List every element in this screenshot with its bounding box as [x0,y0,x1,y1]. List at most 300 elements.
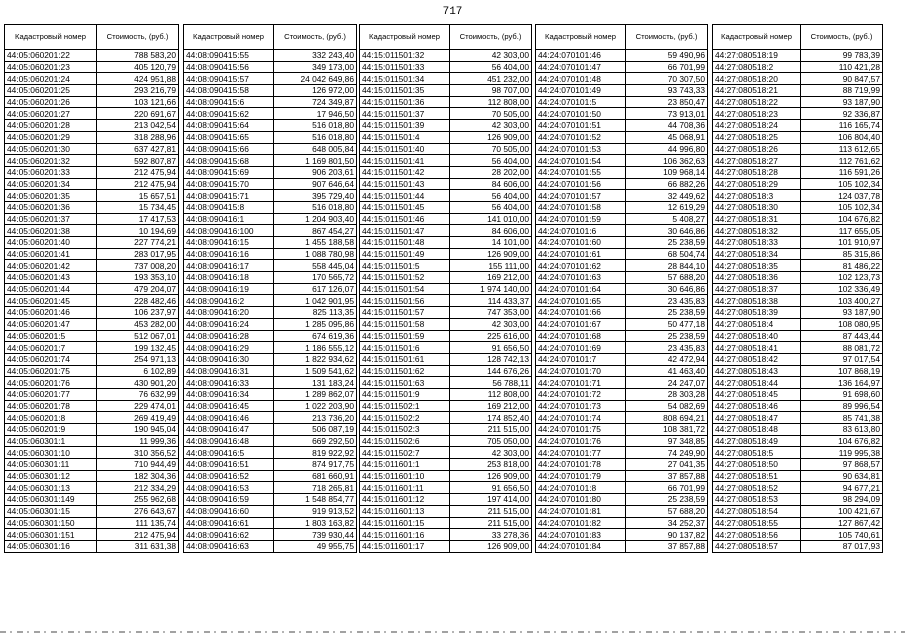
cadastral-number-cell: 44:24:070101:49 [536,85,626,97]
table-row [536,447,708,459]
cadastral-number-cell: 44:24:070101:6 [536,225,626,237]
cadastral-number-cell: 44:15:011502:6 [360,435,450,447]
cadastral-number-cell: 44:08:090415:70 [184,178,274,190]
header-cadastral-number: Кадастровый номер [713,25,801,50]
cost-table-1 [4,24,179,553]
table-row [5,529,179,541]
table-row [184,73,357,85]
table-row [5,459,179,471]
cadastral-number-cell: 44:15:011501:57 [360,307,450,319]
cost-cell: 141 010,00 [450,213,532,225]
cadastral-number-cell: 44:27:080518:53 [713,494,801,506]
table-row [184,166,357,178]
cadastral-number-cell: 44:27:080518:40 [713,330,801,342]
table-row [184,201,357,213]
table-row [713,447,883,459]
table-row [536,400,708,412]
cost-cell: 512 067,01 [97,330,179,342]
cost-cell: 1 548 854,77 [274,494,357,506]
table-row [536,517,708,529]
cadastral-number-cell: 44:15:011501:49 [360,248,450,260]
table-row [536,330,708,342]
cost-cell: 310 356,52 [97,447,179,459]
cost-cell: 212 475,94 [97,529,179,541]
table-row [713,529,883,541]
cost-cell: 318 288,96 [97,131,179,143]
table-row [184,377,357,389]
table-row [5,318,179,330]
cadastral-number-cell: 44:08:090415:68 [184,155,274,167]
table-row [713,237,883,249]
cadastral-number-cell: 44:08:090415:56 [184,61,274,73]
cadastral-number-cell: 44:27:080518:26 [713,143,801,155]
header-cost: Стоимость, (руб.) [626,25,708,50]
cost-cell: 92 336,87 [801,108,883,120]
table-row [5,330,179,342]
cost-cell: 126 972,00 [274,85,357,97]
table-row [184,120,357,132]
cadastral-number-cell: 44:27:080518:39 [713,307,801,319]
table-row [536,365,708,377]
table-row [536,225,708,237]
table-row [360,388,532,400]
cadastral-number-cell: 44:05:060301:149 [5,494,97,506]
cadastral-number-cell: 44:05:060201:36 [5,201,97,213]
table-row [713,213,883,225]
table-row [184,61,357,73]
cadastral-number-cell: 44:24:070101:58 [536,201,626,213]
cost-cell: 106 237,97 [97,307,179,319]
table-row [184,400,357,412]
cost-cell: 42 303,00 [450,447,532,459]
cost-table-2 [183,24,357,553]
cost-cell: 136 164,97 [801,377,883,389]
cost-cell: 25 238,59 [626,237,708,249]
table-row [360,85,532,97]
table-row [713,342,883,354]
cadastral-number-cell: 44:27:080518:3 [713,190,801,202]
table-row [360,470,532,482]
header-cadastral-number: Кадастровый номер [184,25,274,50]
table-row [536,178,708,190]
cadastral-number-cell: 44:27:080518:45 [713,388,801,400]
cadastral-number-cell: 44:05:060201:5 [5,330,97,342]
cost-cell: 57 688,20 [626,272,708,284]
cadastral-number-cell: 44:24:070101:81 [536,505,626,517]
cost-cell: 1 022 203,90 [274,400,357,412]
header-cadastral-number: Кадастровый номер [360,25,450,50]
cadastral-number-cell: 44:15:011501:44 [360,190,450,202]
table-row [184,131,357,143]
cost-cell: 253 818,00 [450,459,532,471]
cost-cell: 81 486,22 [801,260,883,272]
cost-cell: 91 656,50 [450,342,532,354]
cadastral-number-cell: 44:27:080518:38 [713,295,801,307]
table-row [536,96,708,108]
cost-cell: 199 132,45 [97,342,179,354]
cadastral-number-cell: 44:24:070101:46 [536,50,626,62]
cost-cell: 213 736,20 [274,412,357,424]
table-row [5,201,179,213]
cost-cell: 103 121,66 [97,96,179,108]
cadastral-number-cell: 44:15:011501:56 [360,295,450,307]
cost-cell: 516 018,80 [274,201,357,213]
table-row [5,190,179,202]
table-row [536,529,708,541]
cost-cell: 211 515,00 [450,517,532,529]
cost-cell: 193 353,10 [97,272,179,284]
cost-cell: 28 202,00 [450,166,532,178]
table-row [713,424,883,436]
cadastral-number-cell: 44:08:090416:31 [184,365,274,377]
cost-cell: 97 868,57 [801,459,883,471]
cadastral-number-cell: 44:15:011501:32 [360,50,450,62]
cadastral-number-cell: 44:15:011501:37 [360,108,450,120]
cost-cell: 42 472,94 [626,353,708,365]
cost-cell: 254 971,13 [97,353,179,365]
table-row [713,388,883,400]
cost-cell: 114 433,37 [450,295,532,307]
cadastral-number-cell: 44:08:090416:62 [184,529,274,541]
table-row [184,529,357,541]
cost-cell: 90 137,82 [626,529,708,541]
cost-cell: 617 126,07 [274,283,357,295]
cadastral-number-cell: 44:05:060201:74 [5,353,97,365]
cost-cell: 70 307,50 [626,73,708,85]
cost-cell: 169 212,00 [450,272,532,284]
cost-cell: 113 612,65 [801,143,883,155]
table-row [360,225,532,237]
cadastral-number-cell: 44:08:090416:59 [184,494,274,506]
cost-cell: 106 362,63 [626,155,708,167]
cost-cell: 70 505,00 [450,108,532,120]
table-row [360,143,532,155]
cost-cell: 220 691,67 [97,108,179,120]
cadastral-number-cell: 44:15:011501:42 [360,166,450,178]
cost-cell: 516 018,80 [274,120,357,132]
cost-cell: 169 212,00 [450,400,532,412]
table-row [360,400,532,412]
cadastral-number-cell: 44:24:070101:84 [536,540,626,552]
table-row [184,108,357,120]
table-row [360,435,532,447]
cost-cell: 1 285 095,86 [274,318,357,330]
cadastral-number-cell: 44:27:080518:46 [713,400,801,412]
cost-cell: 6 102,89 [97,365,179,377]
table-row [713,307,883,319]
cost-cell: 825 113,35 [274,307,357,319]
cadastral-number-cell: 44:05:060201:8 [5,412,97,424]
cadastral-number-cell: 44:05:060201:29 [5,131,97,143]
cost-cell: 1 042 901,95 [274,295,357,307]
cadastral-number-cell: 44:27:080518:21 [713,85,801,97]
table-row [713,166,883,178]
cadastral-number-cell: 44:08:090416:30 [184,353,274,365]
cadastral-number-cell: 44:08:090416:100 [184,225,274,237]
cadastral-number-cell: 44:15:011501:4 [360,131,450,143]
table-row [360,412,532,424]
header-cost: Стоимость, (руб.) [274,25,357,50]
cost-cell: 705 050,00 [450,435,532,447]
table-row [184,213,357,225]
cadastral-number-cell: 44:15:011601:13 [360,505,450,517]
table-row [713,377,883,389]
table-row [536,120,708,132]
cost-cell: 10 194,69 [97,225,179,237]
table-row [360,50,532,62]
cost-cell: 93 187,90 [801,307,883,319]
cost-cell: 105 102,34 [801,178,883,190]
cost-cell: 111 135,74 [97,517,179,529]
table-row [5,155,179,167]
cost-cell: 15 657,51 [97,190,179,202]
cost-cell: 102 336,49 [801,283,883,295]
cadastral-number-cell: 44:27:080518:23 [713,108,801,120]
cadastral-number-cell: 44:27:080518:52 [713,482,801,494]
cadastral-number-cell: 44:08:090415:58 [184,85,274,97]
table-row [360,120,532,132]
cost-cell: 76 632,99 [97,388,179,400]
cadastral-number-cell: 44:05:060201:23 [5,61,97,73]
table-row [713,248,883,260]
cadastral-number-cell: 44:05:060201:40 [5,237,97,249]
table-row [184,447,357,459]
table-row [360,482,532,494]
cadastral-number-cell: 44:27:080518:19 [713,50,801,62]
cost-cell: 37 857,88 [626,540,708,552]
table-row [5,178,179,190]
cadastral-number-cell: 44:27:080518:34 [713,248,801,260]
table-row [184,412,357,424]
cadastral-number-cell: 44:24:070101:82 [536,517,626,529]
cost-cell: 89 996,54 [801,400,883,412]
table-row [5,342,179,354]
cadastral-number-cell: 44:27:080518:49 [713,435,801,447]
cadastral-number-cell: 44:24:070101:66 [536,307,626,319]
cadastral-number-cell: 44:15:011502:3 [360,424,450,436]
cadastral-number-cell: 44:24:070101:69 [536,342,626,354]
cadastral-number-cell: 44:24:070101:63 [536,272,626,284]
cadastral-number-cell: 44:15:011601:16 [360,529,450,541]
table-row [184,272,357,284]
table-row [713,283,883,295]
cadastral-number-cell: 44:15:011502:1 [360,400,450,412]
cost-cell: 88 081,72 [801,342,883,354]
cadastral-number-cell: 44:24:070101:62 [536,260,626,272]
cost-cell: 85 741,38 [801,412,883,424]
cost-cell: 724 349,87 [274,96,357,108]
cadastral-number-cell: 44:05:060201:24 [5,73,97,85]
table-row [5,213,179,225]
cost-cell: 681 660,91 [274,470,357,482]
cost-table-5 [712,24,883,553]
table-row [360,459,532,471]
cost-table-4 [535,24,708,553]
table-row [5,73,179,85]
cadastral-number-cell: 44:05:060201:30 [5,143,97,155]
cadastral-number-cell: 44:24:070101:80 [536,494,626,506]
table-row [5,307,179,319]
cadastral-number-cell: 44:08:090416:24 [184,318,274,330]
table-row [713,190,883,202]
cost-cell: 110 421,28 [801,61,883,73]
cost-cell: 283 017,95 [97,248,179,260]
cost-cell: 155 111,00 [450,260,532,272]
cost-cell: 23 435,83 [626,342,708,354]
cost-cell: 106 804,40 [801,131,883,143]
cost-cell: 97 017,54 [801,353,883,365]
cost-cell: 211 515,00 [450,505,532,517]
cost-cell: 227 774,21 [97,237,179,249]
table-row [536,318,708,330]
cost-cell: 34 252,37 [626,517,708,529]
cost-cell: 17 417,53 [97,213,179,225]
cost-cell: 453 282,00 [97,318,179,330]
table-row [5,540,179,552]
cost-cell: 74 249,90 [626,447,708,459]
table-row [360,540,532,552]
cost-cell: 144 676,26 [450,365,532,377]
table-row [360,342,532,354]
table-row [713,400,883,412]
cost-cell: 93 743,33 [626,85,708,97]
cadastral-number-cell: 44:15:011502:2 [360,412,450,424]
cost-cell: 558 445,04 [274,260,357,272]
cost-cell: 24 042 649,86 [274,73,357,85]
cadastral-number-cell: 44:15:011501:59 [360,330,450,342]
table-row [184,330,357,342]
cadastral-number-cell: 44:05:060201:35 [5,190,97,202]
cost-cell: 1 455 188,58 [274,237,357,249]
cadastral-number-cell: 44:08:090415:55 [184,50,274,62]
table-row [713,494,883,506]
cost-cell: 808 694,21 [626,412,708,424]
cost-cell: 112 761,62 [801,155,883,167]
cadastral-number-cell: 44:15:011501:52 [360,272,450,284]
cadastral-number-cell: 44:15:011501:54 [360,283,450,295]
cost-cell: 906 203,61 [274,166,357,178]
cost-cell: 56 788,11 [450,377,532,389]
cadastral-number-cell: 44:27:080518:27 [713,155,801,167]
cadastral-number-cell: 44:08:090416:29 [184,342,274,354]
table-row [5,108,179,120]
cadastral-number-cell: 44:05:060301:150 [5,517,97,529]
cadastral-number-cell: 44:27:080518:48 [713,424,801,436]
table-row [713,353,883,365]
cost-cell: 1 974 140,00 [450,283,532,295]
cadastral-number-cell: 44:05:060301:15 [5,505,97,517]
cadastral-number-cell: 44:08:090416:51 [184,459,274,471]
cadastral-number-cell: 44:27:080518:36 [713,272,801,284]
cost-cell: 41 463,40 [626,365,708,377]
table-row [5,166,179,178]
table-row [184,178,357,190]
cadastral-number-cell: 44:24:070101:7 [536,353,626,365]
cadastral-number-cell: 44:27:080518:41 [713,342,801,354]
table-row [5,295,179,307]
cadastral-number-cell: 44:05:060201:26 [5,96,97,108]
cadastral-number-cell: 44:24:070101:67 [536,318,626,330]
cadastral-number-cell: 44:15:011601:17 [360,540,450,552]
cadastral-number-cell: 44:27:080518:4 [713,318,801,330]
cost-cell: 56 404,00 [450,190,532,202]
cost-cell: 119 995,38 [801,447,883,459]
cost-cell: 42 303,00 [450,120,532,132]
cadastral-number-cell: 44:08:090416:34 [184,388,274,400]
table-row [713,412,883,424]
cadastral-number-cell: 44:05:060301:13 [5,482,97,494]
cost-cell: 33 278,36 [450,529,532,541]
cadastral-number-cell: 44:24:070101:72 [536,388,626,400]
table-row [5,517,179,529]
table-row [5,50,179,62]
cadastral-number-cell: 44:08:090416:53 [184,482,274,494]
table-row [5,260,179,272]
header-cost: Стоимость, (руб.) [97,25,179,50]
table-row [184,388,357,400]
cadastral-number-cell: 44:08:090415:65 [184,131,274,143]
header-cadastral-number: Кадастровый номер [5,25,97,50]
table-row [184,143,357,155]
table-row [536,201,708,213]
cost-cell: 128 742,13 [450,353,532,365]
cost-cell: 819 922,92 [274,447,357,459]
cadastral-number-cell: 44:15:011501:34 [360,73,450,85]
cadastral-number-cell: 44:15:011601:10 [360,470,450,482]
table-row [713,131,883,143]
table-row [5,412,179,424]
cadastral-number-cell: 44:15:011501:46 [360,213,450,225]
cadastral-number-cell: 44:05:060201:43 [5,272,97,284]
cost-cell: 126 909,00 [450,131,532,143]
cost-cell: 12 619,29 [626,201,708,213]
cost-cell: 42 303,00 [450,50,532,62]
cadastral-number-cell: 44:27:080518:44 [713,377,801,389]
cost-cell: 109 968,14 [626,166,708,178]
table-row [713,178,883,190]
cost-cell: 85 315,86 [801,248,883,260]
cadastral-number-cell: 44:27:080518:5 [713,447,801,459]
table-row [5,353,179,365]
table-row [360,505,532,517]
cost-cell: 28 844,10 [626,260,708,272]
cadastral-number-cell: 44:05:060201:47 [5,318,97,330]
cost-cell: 1 289 862,07 [274,388,357,400]
table-row [713,470,883,482]
cadastral-number-cell: 44:27:080518:35 [713,260,801,272]
cost-cell: 42 303,00 [450,318,532,330]
cost-cell: 451 232,00 [450,73,532,85]
cadastral-number-cell: 44:27:080518:57 [713,540,801,552]
cost-cell: 73 913,01 [626,108,708,120]
cost-cell: 424 951,88 [97,73,179,85]
table-row [184,517,357,529]
cost-cell: 59 490,96 [626,50,708,62]
cadastral-number-cell: 44:27:080518:54 [713,505,801,517]
cost-cell: 101 910,97 [801,237,883,249]
cost-cell: 1 088 780,98 [274,248,357,260]
cadastral-number-cell: 44:08:090416:16 [184,248,274,260]
table-row [536,470,708,482]
cadastral-number-cell: 44:08:090415:64 [184,120,274,132]
cost-cell: 87 017,93 [801,540,883,552]
cadastral-number-cell: 44:08:090416:19 [184,283,274,295]
table-row [360,61,532,73]
table-row [184,365,357,377]
cost-cell: 5 408,27 [626,213,708,225]
table-row [360,353,532,365]
table-row [536,377,708,389]
